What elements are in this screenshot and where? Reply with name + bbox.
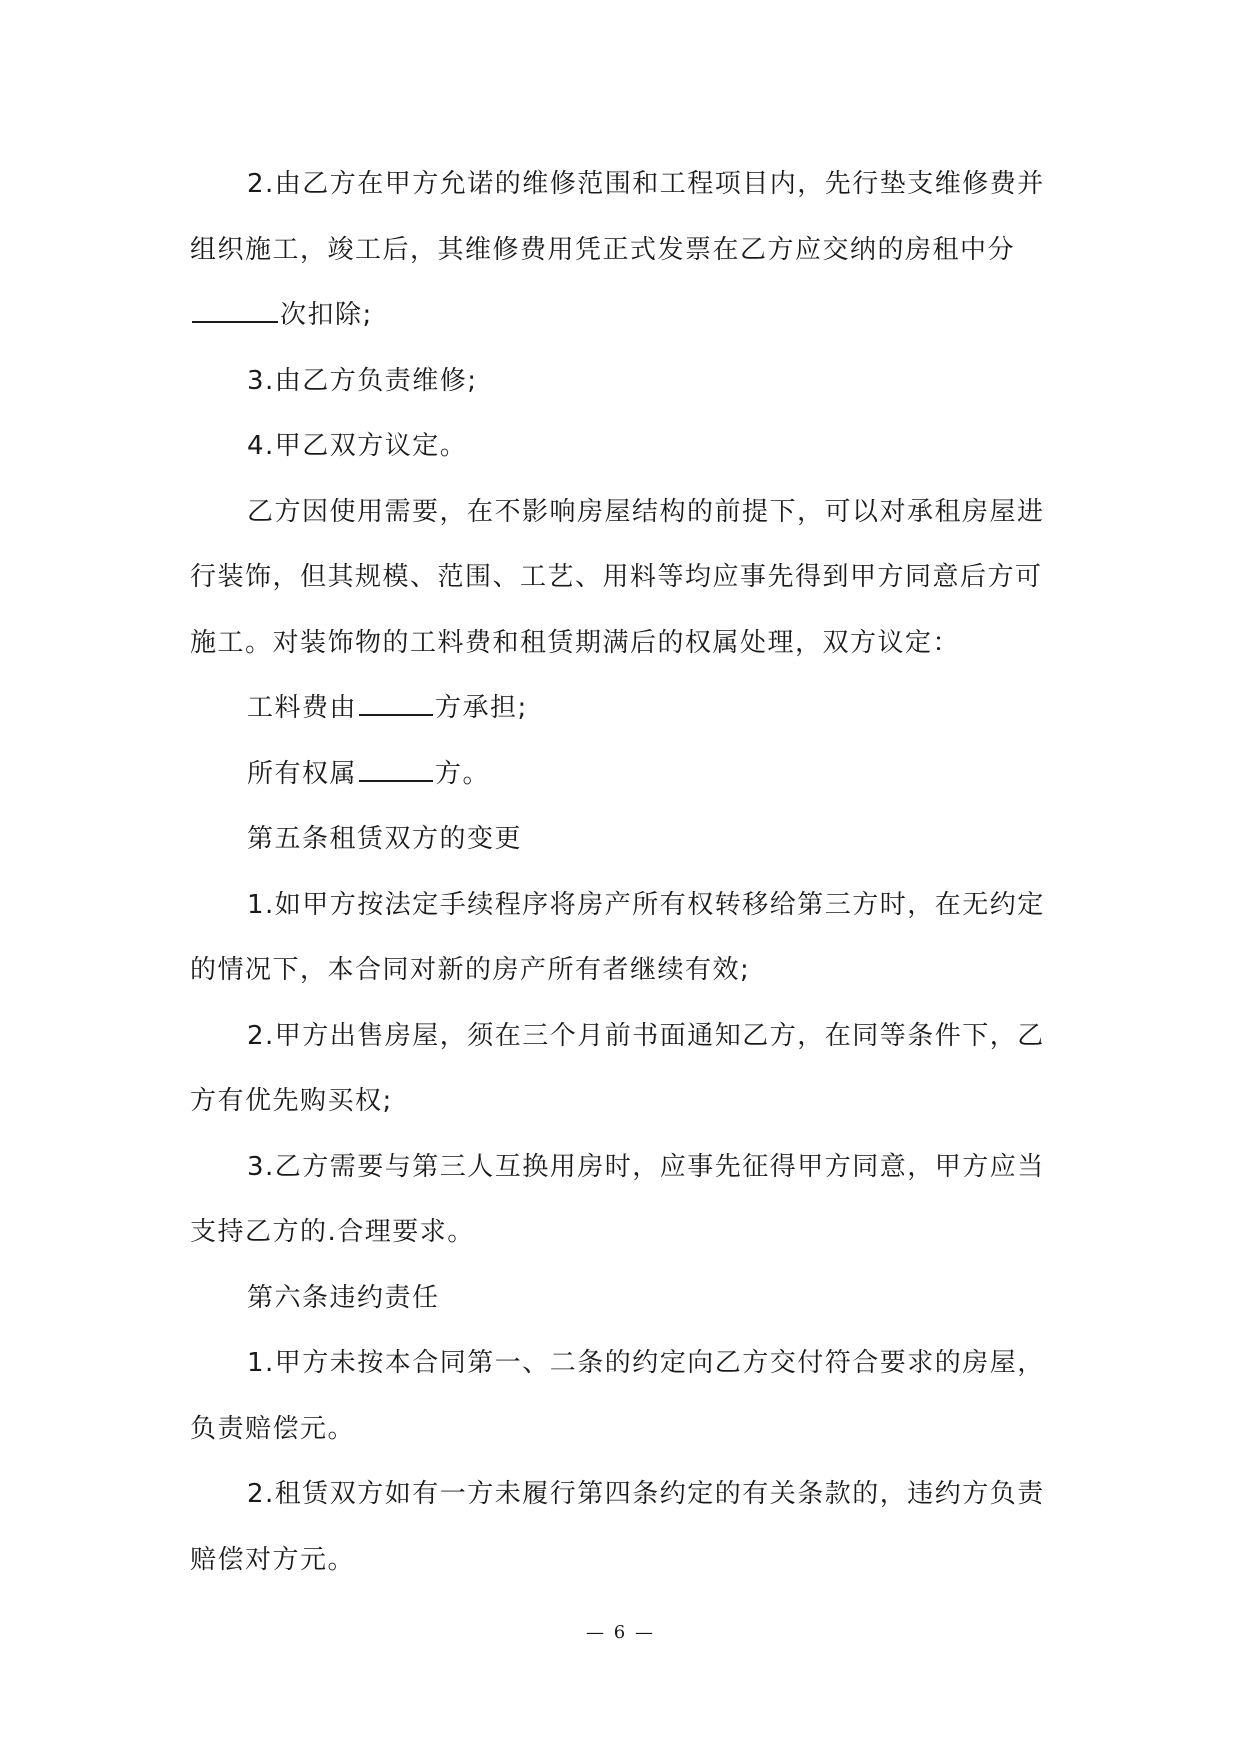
document-body (190, 152, 1052, 1593)
paragraph-party-breach: 2.租赁双方如有一方未履行第四条约定的有关条款的，违约方负责赔偿对方元。 (190, 1479, 1045, 1575)
section-heading-article-6: 第六条违约责任 (247, 1282, 440, 1313)
fill-in-blank (359, 758, 433, 782)
fill-in-blank (192, 299, 278, 323)
paragraph-exchange-housing: 3.乙方需要与第三人互换用房时，应事先征得甲方同意，甲方应当支持乙方的.合理要求。 (190, 1151, 1045, 1247)
section-heading-article-5: 第五条租赁双方的变更 (247, 824, 523, 854)
paragraph-sale-notice: 2.甲方出售房屋，须在三个月前书面通知乙方，在同等条件下，乙方有优先购买权; (190, 1020, 1045, 1116)
paragraph-ownership: 所有权属 方。 (247, 758, 491, 789)
paragraph-tenant-repair: 3.由乙方负责维修; (247, 365, 478, 396)
paragraph-decoration: 乙方因使用需要，在不影响房屋结构的前提下，可以对承租房屋进行装饰，但其规模、范围、工艺、用料等均应事先得到甲方同意后方可施工。对装饰物的工料费和租赁期满后的权属处理，双方议定： (190, 496, 1045, 658)
paragraph-repair-advance: 2.由乙方在甲方允诺的维修范围和工程项目内，先行垫支维修费并组织施工，竣工后，其维修费用凭正式发票在乙方应交纳的房租中分次扣除; (190, 169, 1045, 330)
fill-in-blank (359, 692, 433, 716)
paragraph-ownership-transfer: 1.如甲方按法定手续程序将房产所有权转移给第三方时，在无约定的情况下，本合同对新的房产所有者继续有效; (190, 889, 1045, 985)
page-number: — 6 — (586, 1622, 655, 1643)
paragraph-landlord-breach: 1.甲方未按本合同第一、二条的约定向乙方交付符合要求的房屋，负责赔偿元。 (190, 1348, 1045, 1444)
paragraph-material-cost: 工料费由 方承担; (247, 693, 528, 723)
paragraph-mutual-agreement: 4.甲乙双方议定。 (247, 431, 468, 461)
